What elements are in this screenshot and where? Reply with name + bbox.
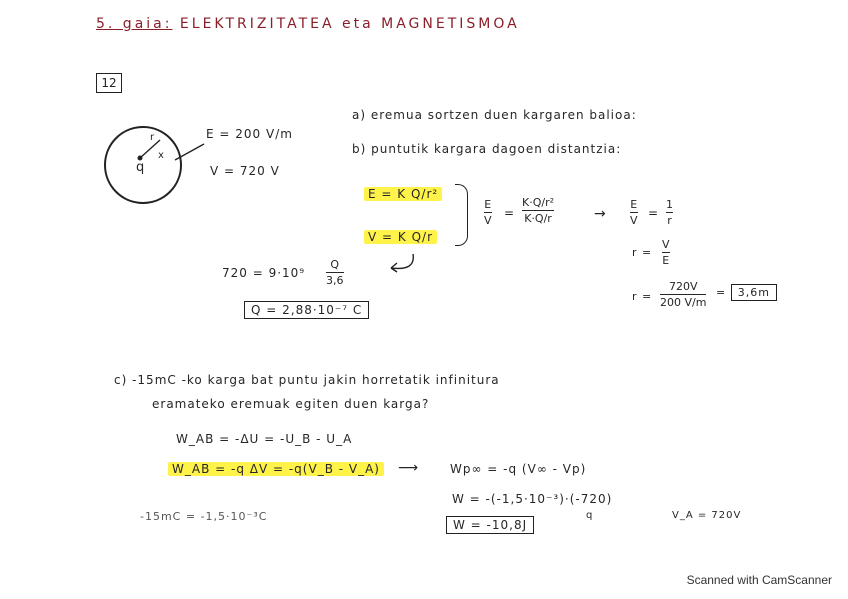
fraction-bar xyxy=(630,212,638,213)
ratio-simple-rhs xyxy=(666,198,673,227)
charge-conversion: -15mC = -1,5·10⁻³C xyxy=(140,510,268,523)
part-c-line2: eramateko eremuak egiten duen karga? xyxy=(152,397,430,411)
work-equation-1: W_AB = -ΔU = -U_B - U_A xyxy=(176,432,353,446)
work-equation-2 xyxy=(168,462,384,476)
ratio-rhs-den: K·Q/r xyxy=(524,212,552,225)
part-c-line1: c) -15mC -ko karga bat puntu jakin horretatik infinitura xyxy=(114,373,500,387)
ratio-simple-lhs xyxy=(630,198,638,227)
title-lead: 5. gaia: xyxy=(96,16,173,32)
title-text: ELEKTRIZITATEA eta MAGNETISMOA xyxy=(179,16,520,32)
fraction-bar xyxy=(660,294,706,295)
equals-sign: = xyxy=(648,206,660,220)
formula-brace xyxy=(455,184,468,246)
question-a: a) eremua sortzen duen kargaren balioa: xyxy=(352,108,637,122)
r-equation-den: E xyxy=(662,254,670,267)
r-value-num: 720V xyxy=(668,280,698,293)
fraction-bar xyxy=(662,252,670,253)
charge-frac-num: Q xyxy=(330,258,340,271)
work-arrow: ⟶ xyxy=(398,460,420,476)
fraction-bar xyxy=(666,212,673,213)
given-potential: V = 720 V xyxy=(210,164,280,178)
radius-label: r xyxy=(150,132,156,143)
charge-frac-den: 3,6 xyxy=(326,274,344,287)
charge-fraction xyxy=(326,258,344,287)
r-result: = 3,6m xyxy=(716,286,777,299)
diagram-strokes xyxy=(100,120,210,210)
r-equation-label: r = xyxy=(632,246,653,259)
r-value-label: r = xyxy=(632,290,653,303)
problem-number: 12 xyxy=(96,73,122,93)
question-b: b) puntutik kargara dagoen distantzia: xyxy=(352,142,622,156)
r-value-den: 200 V/m xyxy=(660,296,707,309)
fraction-bar xyxy=(484,212,492,213)
formula-v xyxy=(364,230,437,244)
formula-e-highlight: E = K Q/r² xyxy=(364,187,442,201)
back-arrow xyxy=(385,250,419,276)
ratio-lhs-den: V xyxy=(484,214,492,227)
point-mark: x xyxy=(158,150,165,161)
work-result-box: W = -10,8J xyxy=(446,516,534,534)
q-note: q xyxy=(586,510,594,521)
scanner-watermark: Scanned with CamScanner xyxy=(686,573,832,587)
r-equation xyxy=(662,238,670,267)
charge-label: q xyxy=(136,160,146,175)
given-e-field: E = 200 V/m xyxy=(206,127,293,141)
r-result-box: 3,6m xyxy=(731,284,777,301)
work-substitution: W = -(-1,5·10⁻³)·(-720) xyxy=(452,492,613,506)
ratio-rhs xyxy=(522,196,554,225)
field-arrow xyxy=(175,144,204,160)
ratio-simple-num: 1 xyxy=(666,198,673,211)
ratio-simple-lhs-num: E xyxy=(630,198,638,211)
r-equation-num: V xyxy=(662,238,670,251)
ratio-rhs-num: K·Q/r² xyxy=(522,196,555,209)
work-equation-2-highlight: W_AB = -q ΔV = -q(V_B - V_A) xyxy=(168,462,384,476)
equals-sign: = xyxy=(504,206,516,220)
work-infinity: Wp∞ = -q (V∞ - Vp) xyxy=(450,462,587,476)
ratio-arrow: → xyxy=(594,206,607,222)
formula-v-highlight: V = K Q/r xyxy=(364,230,437,244)
charge-equation: 720 = 9·10⁹ xyxy=(222,266,306,280)
charge-result xyxy=(244,303,369,317)
r-value-fraction xyxy=(660,280,706,309)
ratio-simple-den: r xyxy=(667,214,672,227)
charge-result-box: Q = 2,88·10⁻⁷ C xyxy=(244,301,369,319)
ratio-lhs xyxy=(484,198,492,227)
ratio-lhs-num: E xyxy=(484,198,492,211)
page-title xyxy=(96,16,520,32)
va-note: V_A = 720V xyxy=(672,510,742,521)
work-result xyxy=(446,518,534,532)
ratio-simple-lhs-den: V xyxy=(630,214,638,227)
fraction-bar xyxy=(522,210,554,211)
formula-e xyxy=(364,187,442,201)
radius-line xyxy=(140,140,160,158)
fraction-bar xyxy=(326,272,344,273)
